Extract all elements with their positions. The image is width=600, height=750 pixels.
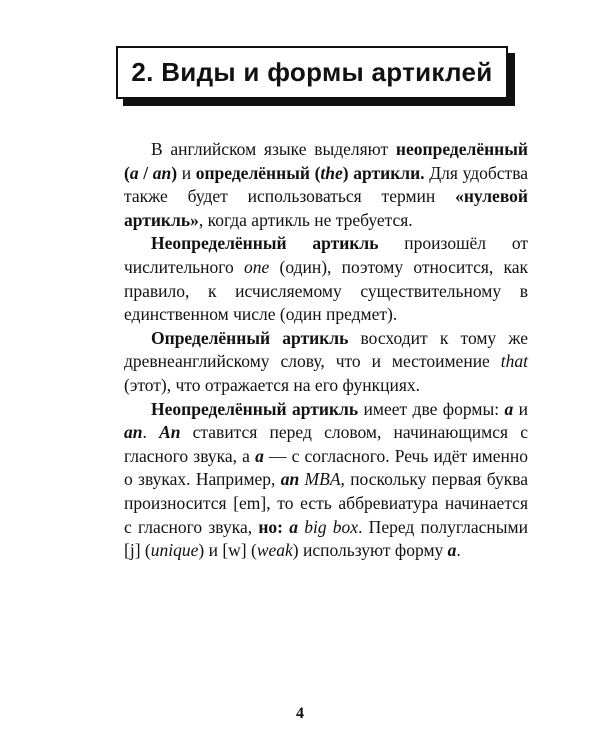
- body-text: [124, 138, 528, 563]
- text-run: произошёл от числительного: [124, 233, 529, 277]
- text-run: an: [124, 422, 143, 443]
- text-run: [289, 517, 298, 537]
- text-run: (этот), что отражается на его функциях.: [124, 374, 420, 395]
- text-run: big box: [304, 516, 359, 537]
- text-run: Неопределённый артикль: [151, 398, 359, 419]
- text-run: , поскольку первая буква произносится [em], то есть аббревиатура начинается с гласного звука,: [124, 469, 528, 537]
- text-run: ) артикли.: [342, 162, 425, 183]
- text-run: . Перед полугласными [j] (: [124, 516, 528, 561]
- section-heading: 2. Виды и формы артиклей: [131, 57, 493, 87]
- paragraph-1: [124, 138, 528, 232]
- text-run: [124, 422, 142, 442]
- text-run: .: [142, 422, 160, 443]
- text-run: that: [500, 351, 528, 372]
- text-run: an: [152, 162, 172, 183]
- text-run: неопределённый (: [124, 139, 528, 183]
- text-run: unique: [150, 540, 199, 561]
- text-run: [281, 469, 299, 489]
- text-run: the: [320, 162, 343, 183]
- text-run: [159, 422, 180, 442]
- text-run: и: [513, 398, 528, 419]
- text-run: /: [138, 162, 153, 183]
- text-run: MBA: [304, 469, 341, 490]
- text-run: (один), поэтому относится, как правило, к исчисляемому существительному в единственном числе (один предмет).: [124, 256, 528, 325]
- text-run: ) используют форму: [292, 540, 448, 561]
- text-run: определённый (: [195, 162, 321, 183]
- text-run: .: [456, 540, 461, 561]
- page-number: 4: [296, 705, 304, 722]
- text-run: An: [159, 422, 181, 443]
- paragraph-2: [124, 232, 528, 326]
- text-run: a: [504, 398, 514, 419]
- text-run: ): [171, 162, 182, 183]
- text-run: [130, 163, 139, 183]
- text-run: , когда артикль не требуется.: [198, 209, 413, 230]
- heading-box: [116, 46, 508, 99]
- text-run: an: [280, 469, 300, 490]
- text-run: a: [447, 540, 457, 561]
- text-run: [255, 446, 264, 466]
- text-run: one: [244, 256, 270, 277]
- text-run: Определённый артикль: [151, 327, 349, 348]
- text-run: — с согласного. Речь идёт именно о звуках. Например,: [124, 445, 529, 490]
- text-run: [153, 163, 171, 183]
- text-run: и: [181, 162, 196, 183]
- text-run: weak: [256, 540, 293, 561]
- text-run: ) и [w] (: [198, 540, 257, 561]
- paragraph-3: [124, 327, 528, 398]
- text-run: «нулевой артикль»: [124, 186, 528, 230]
- paragraph-4: [124, 398, 528, 563]
- text-run: [320, 163, 342, 183]
- text-run: В английском языке выделяют: [151, 139, 396, 159]
- section-heading-frame: [116, 46, 514, 106]
- text-run: но:: [258, 516, 283, 537]
- text-run: восходит к тому же древнеанглийскому слову, что и местоимение: [124, 327, 528, 372]
- text-run: имеет две формы:: [358, 398, 505, 419]
- text-run: Неопределённый артикль: [151, 233, 379, 254]
- text-run: Для удобства также будет использоваться термин: [124, 162, 528, 207]
- text-run: a: [255, 445, 264, 466]
- text-run: [504, 399, 513, 419]
- text-run: ставится перед словом, начинающимся с гласного звука, а: [124, 422, 529, 466]
- text-run: a: [289, 516, 298, 537]
- text-run: a: [129, 162, 139, 183]
